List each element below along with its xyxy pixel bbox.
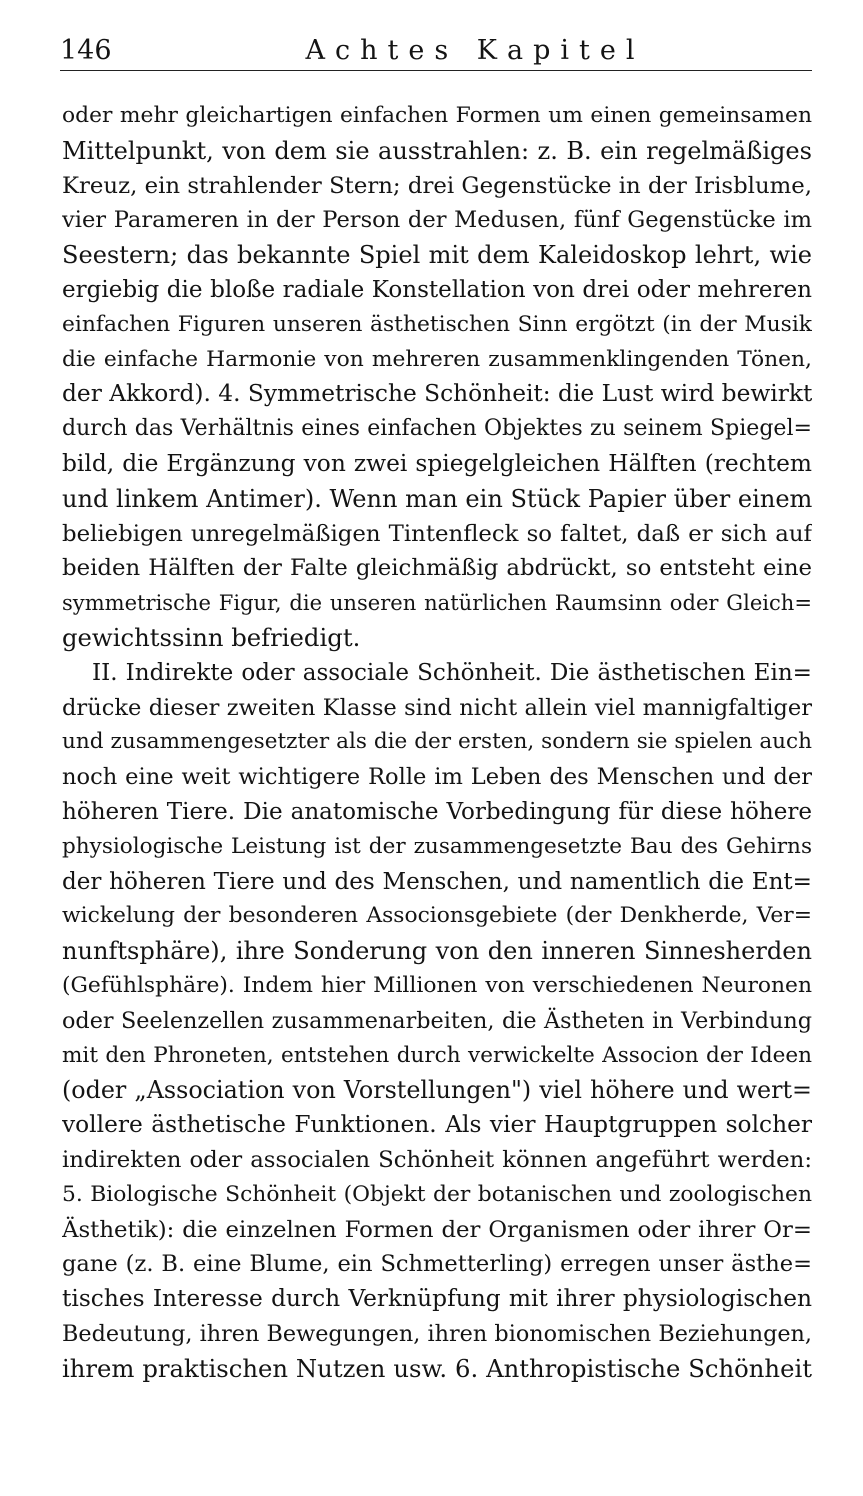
text-line: einfachen Figuren unseren ästhetischen Sinn ergötzt (in der Musik [62, 311, 812, 337]
page-number: 146 [60, 35, 112, 66]
text-line: gane (z. B. eine Blume, ein Schmetterling) erregen unser ästhe= [62, 1251, 812, 1278]
text-line: und linkem Antimer). Wenn man ein Stück Papier über einem [62, 484, 812, 513]
text-line: bild, die Ergänzung von zwei spiegelgleichen Hälften (rechtem [62, 449, 812, 477]
running-title: Achtes Kapitel [305, 35, 645, 66]
text-line: mit den Phroneten, entstehen durch verwickelte Associon der Ideen [62, 1042, 812, 1068]
text-line: oder Seelenzellen zusammenarbeiten, die Ästheten in Verbindung [62, 1007, 812, 1034]
text-line: drücke dieser zweiten Klasse sind nicht allein viel mannigfaltiger [62, 694, 812, 721]
text-line: Kreuz, ein strahlender Stern; drei Gegenstücke in der Irisblume, [62, 172, 812, 199]
text-line: Bedeutung, ihren Bewegungen, ihren bionomischen Beziehungen, [62, 1320, 812, 1347]
body-text [62, 99, 812, 1386]
text-line: 5. Biologische Schönheit (Objekt der botanischen und zoologischen [62, 1181, 812, 1207]
text-line: gewichtssinn befriedigt. [62, 622, 361, 652]
text-line: vollere ästhetische Funktionen. Als vier Hauptgruppen solcher [62, 1111, 812, 1139]
text-line: ihrem praktischen Nutzen usw. 6. Anthropistische Schönheit [62, 1353, 812, 1383]
text-line: ergiebig die bloße radiale Konstellation von drei oder mehreren [62, 276, 812, 303]
text-line: noch eine weit wichtigere Rolle im Leben des Menschen und der [62, 764, 812, 791]
text-line: symmetrische Figur, die unseren natürlichen Raumsinn oder Gleich= [62, 590, 812, 616]
text-line: nunftsphäre), ihre Sonderung von den inneren Sinnesherden [62, 937, 812, 966]
text-line: Mittelpunkt, von dem sie ausstrahlen: z. B. ein regelmäßiges [62, 136, 812, 165]
text-line: II. Indirekte oder associale Schönheit. Die ästhetischen Ein= [92, 659, 812, 686]
text-line: und zusammengesetzter als die der ersten, sondern sie spielen auch [62, 729, 812, 755]
text-line: physiologische Leistung ist der zusammengesetzte Bau des Gehirns [62, 833, 812, 859]
text-line: indirekten oder associalen Schönheit können angeführt werden: [62, 1146, 812, 1173]
text-line: die einfache Harmonie von mehreren zusammenklingenden Tönen, [62, 346, 812, 372]
header-rule [60, 70, 812, 71]
text-line: (Gefühlsphäre). Indem hier Millionen von verschiedenen Neuronen [62, 972, 812, 998]
page-header [60, 34, 812, 72]
text-line: vier Parameren in der Person der Medusen, fünf Gegenstücke im [62, 207, 812, 234]
text-line: Ästhetik): die einzelnen Formen der Organismen oder ihrer Or= [62, 1216, 812, 1243]
text-line: beiden Hälften der Falte gleichmäßig abdrückt, so entsteht eine [62, 555, 812, 582]
text-line: wickelung der besonderen Associonsgebiete (der Denkherde, Ver= [62, 903, 812, 929]
text-line: (oder „Association von Vorstellungen") viel höhere und wert= [62, 1076, 812, 1105]
text-line: höheren Tiere. Die anatomische Vorbedingung für diese höhere [62, 798, 812, 825]
text-line: der höheren Tiere und des Menschen, und namentlich die Ent= [62, 868, 812, 895]
text-line: oder mehr gleichartigen einfachen Formen um einen gemeinsamen [62, 103, 812, 128]
text-line: der Akkord). 4. Symmetrische Schönheit: die Lust wird bewirkt [62, 380, 812, 408]
text-line: beliebigen unregelmäßigen Tintenfleck so faltet, daß er sich auf [62, 520, 812, 547]
text-line: tisches Interesse durch Verknüpfung mit ihrer physiologischen [62, 1285, 812, 1313]
text-line: durch das Verhältnis eines einfachen Objektes zu seinem Spiegel= [62, 416, 812, 442]
text-line: Seestern; das bekannte Spiel mit dem Kaleidoskop lehrt, wie [62, 241, 812, 270]
